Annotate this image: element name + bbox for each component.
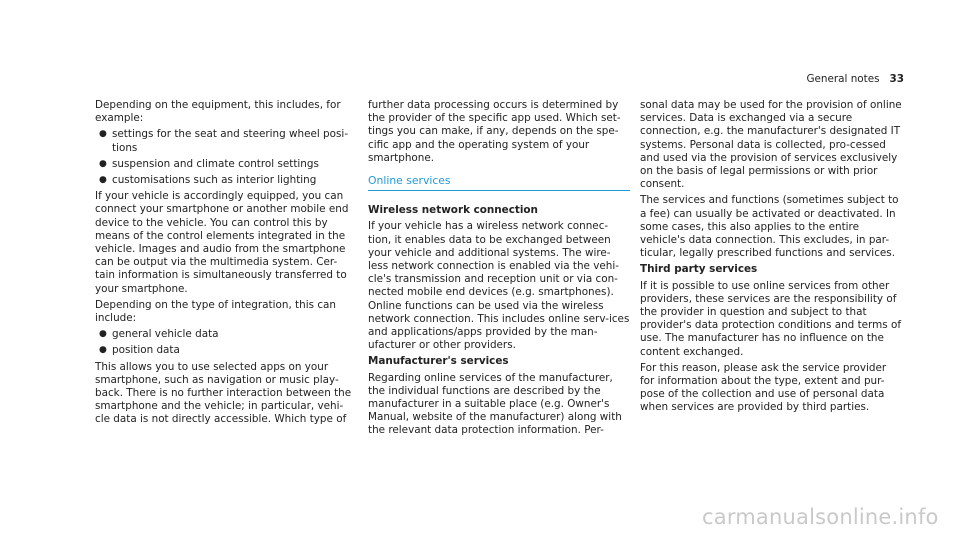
wireless-heading: Wireless network connection (368, 204, 538, 217)
page-header (774, 73, 904, 85)
watermark: carmanualsonline.info (702, 505, 939, 529)
online-services-heading: Online services (368, 174, 451, 188)
smartphone-paragraph: If your vehicle is accordingly equipped, you can connect your smartphone or another mobile end device to the vehicle. You can control this by means of the control elements integrated in the vehicle. Images and audio from the smartphone can be output via the multimedia system. Cer-tain information is simultaneously transferred to your smartphone. (95, 190, 349, 295)
integration-list (95, 328, 357, 357)
provider-paragraph: For this reason, please ask the service provider for information about the type, extent and pur-pose of the collection and use of personal data when services are provided by third parties. (640, 361, 887, 414)
section-title: General notes (806, 73, 880, 85)
third-party-paragraph: If it is possible to use online services from other providers, these services are the responsibility of the provider in question and subject to that provider's data protection conditions and terms of use. The manufacturer has no influence on the content exchanged. (640, 279, 901, 358)
bullet-icon: ● (99, 129, 107, 140)
bullet-icon: ● (99, 175, 107, 186)
list-item: ● suspension and climate control settings (99, 157, 319, 170)
activation-paragraph: The services and functions (sometimes subject to a fee) can usually be activated or deactivated. In some cases, this also applies to the entire vehicle's data connection. This excludes, in par-ticular, legally prescribed functions and services. (640, 194, 899, 260)
list-item: ● settings for the seat and steering wheel posi-tions (99, 128, 349, 154)
bullet-icon: ● (99, 345, 107, 356)
manufacturer-paragraph: Regarding online services of the manufacturer, the individual functions are described by the manufacturer in a suitable place (e.g. Owner's Manual, website of the manufacturer) along with the relevant data protection information. Per- (368, 371, 622, 437)
column-2 (368, 99, 630, 441)
manufacturer-heading: Manufacturer's services (368, 355, 509, 368)
settings-list (95, 128, 357, 187)
section-divider (368, 190, 630, 191)
column-1 (95, 99, 357, 430)
page-number: 33 (889, 73, 904, 85)
intro-paragraph: Depending on the equipment, this includes, for example: (95, 99, 341, 125)
wireless-paragraph: If your vehicle has a wireless network connec-tion, it enables data to be exchanged between your vehicle and additional systems. The wire-less network connection is enabled via the vehi-cle's transmission and reception unit or via con-nected mobile end devices (e.g. smartphones). Online functions can be used via the wireless network connection. This includes online serv-ices and applications/apps provided by the man-ufacturer or other providers. (368, 220, 630, 352)
bullet-icon: ● (99, 158, 107, 169)
personal-data-paragraph: sonal data may be used for the provision of online services. Data is exchanged via a secure connection, e.g. the manufacturer's designated IT systems. Personal data is collected, pro-cessed and used via the provision of services exclusively on the basis of legal permissions or with prior consent. (640, 99, 902, 191)
integration-paragraph: Depending on the type of integration, this can include: (95, 298, 336, 325)
third-party-heading: Third party services (640, 263, 758, 276)
list-item: ● position data (99, 344, 180, 357)
column-3 (640, 99, 902, 418)
list-item: ● customisations such as interior lighting (99, 174, 317, 187)
list-item: ● general vehicle data (99, 328, 219, 341)
apps-paragraph: This allows you to use selected apps on your smartphone, such as navigation or music play-back. There is no further interaction between the smartphone and the vehicle; in particular, vehi-cle data is not directly accessible. Which type of (95, 360, 352, 426)
bullet-icon: ● (99, 329, 107, 340)
continuation-paragraph: further data processing occurs is determined by the provider of the specific app used. Which set-tings you can make, if any, depends on the spe-cific app and the operating system of your smartphone. (368, 99, 621, 164)
